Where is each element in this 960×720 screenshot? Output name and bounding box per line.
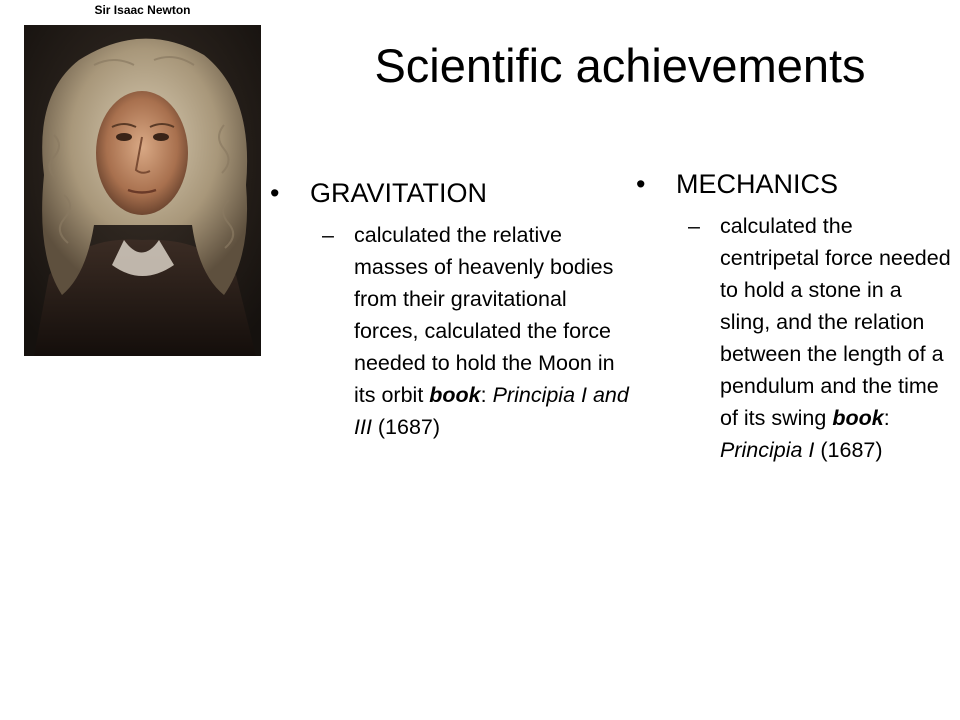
mechanics-text: calculated the centripetal force needed to hold a stone in a sling, and the relation between the length of a pendulum and the time of its swing <box>720 214 951 430</box>
mechanics-column <box>636 166 956 466</box>
gravitation-column <box>270 175 630 443</box>
dash-marker: – <box>688 214 700 238</box>
gravitation-heading: GRAVITATION <box>310 178 488 208</box>
gravitation-text: calculated the relative masses of heavenly bodies from their gravitational forces, calculated the force needed to hold the Moon in its orbit <box>354 223 615 407</box>
gravitation-colon: : <box>480 383 493 407</box>
mechanics-colon: : <box>883 406 890 430</box>
gravitation-year: (1687) <box>371 415 441 439</box>
bullet-dot: • <box>636 169 646 199</box>
gravitation-description <box>270 219 630 443</box>
portrait-illustration <box>24 25 261 356</box>
gravitation-book-title: Principia I and III <box>354 383 629 439</box>
mechanics-book-label: book <box>832 406 884 430</box>
mechanics-heading: MECHANICS <box>676 169 839 199</box>
portrait-caption-bar <box>24 0 261 25</box>
mechanics-description <box>636 210 956 466</box>
slide-title: Scientific achievements <box>374 39 866 92</box>
bullet-dot: • <box>270 178 280 208</box>
mechanics-bullet <box>636 166 956 202</box>
newton-portrait <box>24 0 261 356</box>
mechanics-year: (1687) <box>814 438 883 462</box>
gravitation-book-label: book <box>429 383 481 407</box>
dash-marker: – <box>322 223 334 247</box>
portrait-caption: Sir Isaac Newton <box>94 3 191 17</box>
mechanics-book-title: Principia I <box>720 438 815 462</box>
gravitation-bullet <box>270 175 630 211</box>
